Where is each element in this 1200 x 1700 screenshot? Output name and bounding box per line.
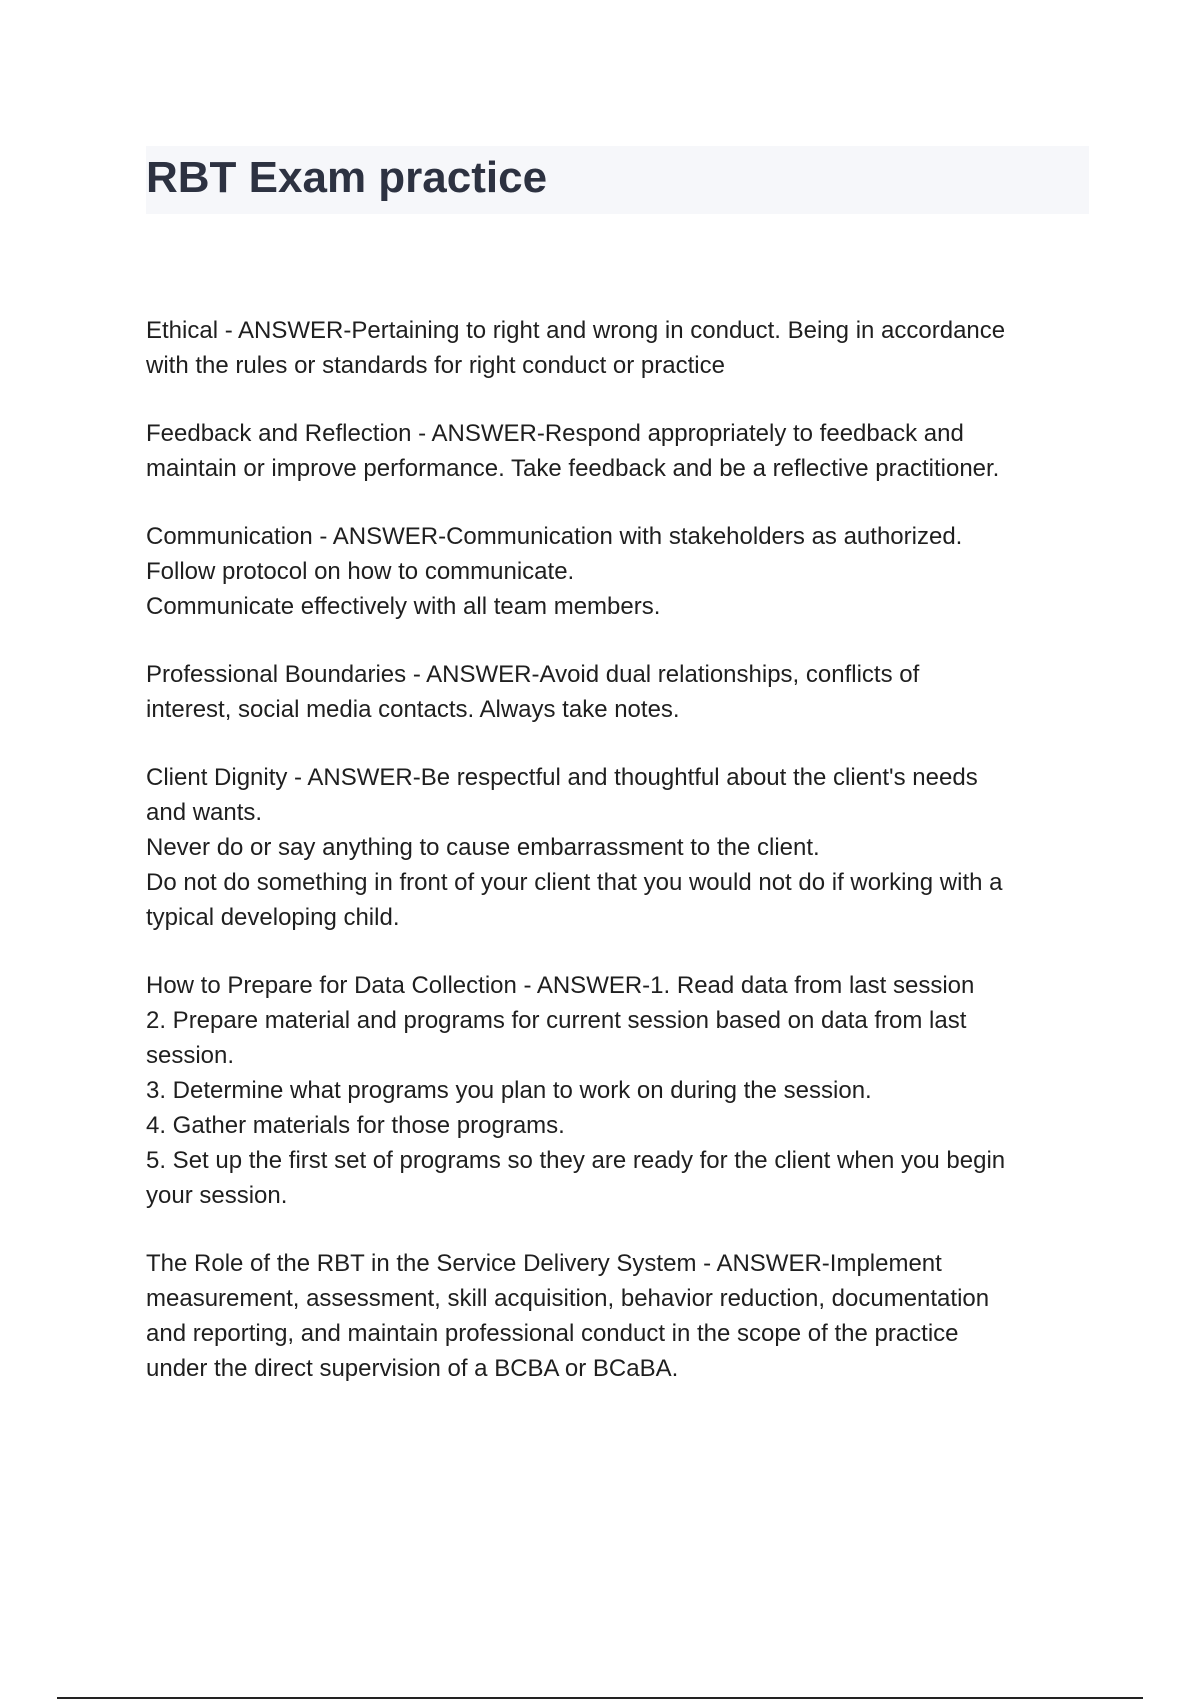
entry-line: How to Prepare for Data Collection - ANSWER-1. Read data from last session [146,972,975,999]
entry-line: 2. Prepare material and programs for current session based on data from last [146,1007,967,1034]
entry-line: typical developing child. [146,904,400,931]
qa-entry-communication [146,519,1096,624]
entry-line: Do not do something in front of your client that you would not do if working with a [146,869,1003,896]
entry-line: Client Dignity - ANSWER-Be respectful and thoughtful about the client's needs [146,764,978,791]
entry-line: and wants. [146,799,263,826]
qa-entry-role-of-rbt [146,1246,1096,1386]
qa-entry-professional-boundaries [146,657,1096,727]
entry-line: under the direct supervision of a BCBA or BCaBA. [146,1355,679,1382]
entry-line: 5. Set up the first set of programs so they are ready for the client when you begin [146,1147,1006,1174]
entry-line: The Role of the RBT in the Service Delivery System - ANSWER-Implement [146,1250,942,1277]
qa-list [146,313,1096,1419]
qa-entry-data-collection [146,968,1096,1213]
entry-line: Never do or say anything to cause embarrassment to the client. [146,834,820,861]
entry-line: and reporting, and maintain professional conduct in the scope of the practice [146,1320,959,1347]
entry-line: Professional Boundaries - ANSWER-Avoid dual relationships, conflicts of [146,661,920,688]
entry-line: Ethical - ANSWER-Pertaining to right and wrong in conduct. Being in accordance [146,317,1006,344]
title-band [146,146,1089,214]
entry-line: maintain or improve performance. Take feedback and be a reflective practitioner. [146,455,1000,482]
entry-line: session. [146,1042,235,1069]
entry-line: measurement, assessment, skill acquisition, behavior reduction, documentation [146,1285,990,1312]
qa-entry-client-dignity [146,760,1096,935]
entry-line: Communication - ANSWER-Communication with stakeholders as authorized. [146,523,963,550]
qa-entry-feedback-reflection [146,416,1096,486]
qa-entry-ethical [146,313,1096,383]
entry-line: Communicate effectively with all team members. [146,593,661,620]
entry-line: Follow protocol on how to communicate. [146,558,575,585]
entry-line: 3. Determine what programs you plan to work on during the session. [146,1077,872,1104]
footer-divider [57,1697,1143,1699]
entry-line: your session. [146,1182,288,1209]
entry-line: with the rules or standards for right conduct or practice [146,352,725,379]
entry-line: 4. Gather materials for those programs. [146,1112,565,1139]
page-title: RBT Exam practice [146,153,548,202]
entry-line: interest, social media contacts. Always take notes. [146,696,680,723]
entry-line: Feedback and Reflection - ANSWER-Respond appropriately to feedback and [146,420,964,447]
